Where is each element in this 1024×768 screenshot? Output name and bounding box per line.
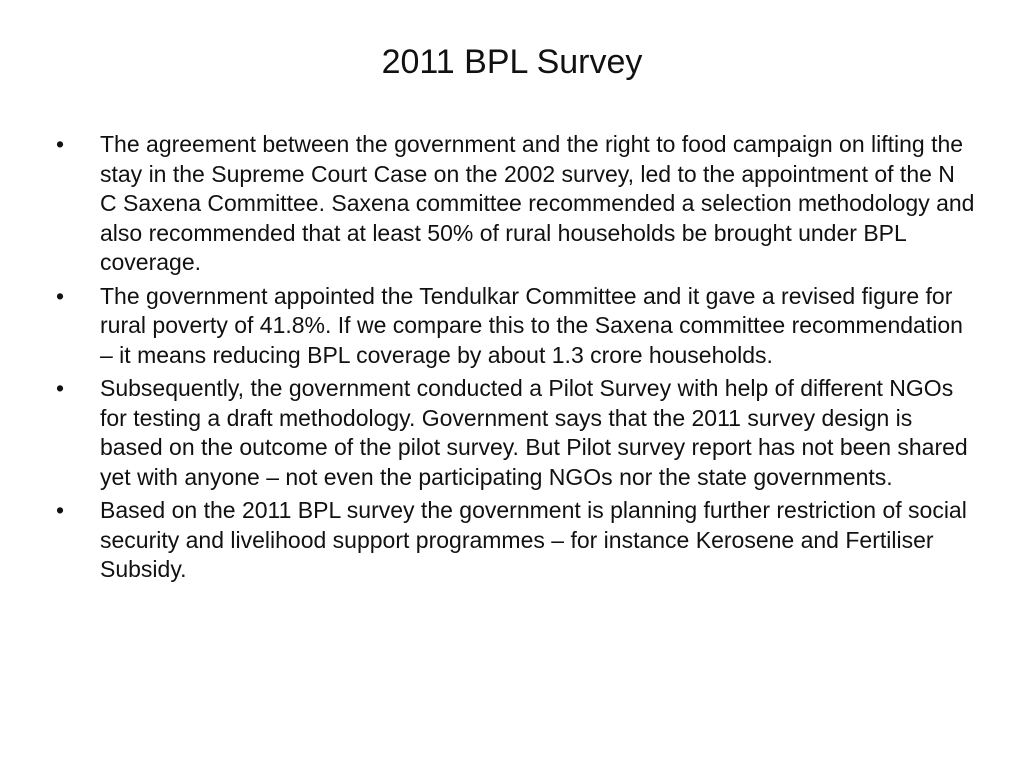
bullet-dot-icon: • (56, 282, 65, 309)
bullet-item-1 (56, 130, 976, 278)
bullet-text-4: Based on the 2011 BPL survey the government is planning further restriction of social security and livelihood support programmes – for instance Kerosene and Fertiliser Subsidy. (100, 497, 967, 582)
slide-title: 2011 BPL Survey (381, 43, 643, 81)
bullet-list (56, 130, 976, 589)
bullet-text-2: The government appointed the Tendulkar Committee and it gave a revised figure for rural poverty of 41.8%. If we compare this to the Saxena committee recommendation – it means reducing BPL coverage by about 1.3 crore households. (100, 282, 963, 368)
bullet-dot-icon: • (56, 375, 65, 401)
bullet-item-4 (56, 496, 976, 585)
bullet-text-3: Subsequently, the government conducted a Pilot Survey with help of different NGOs for testing a draft methodology. Government says that the 2011 survey design is based on the outcome of the pilot survey. But Pilot survey report has not been shared yet with anyone – not even the participating NGOs nor the state governments. (100, 375, 968, 490)
bullet-item-2 (56, 282, 976, 371)
bullet-dot-icon: • (56, 497, 65, 523)
bullet-dot-icon: • (56, 131, 65, 157)
bullet-text-1: The agreement between the government and the right to food campaign on lifting the stay in the Supreme Court Case on the 2002 survey, led to the appointment of the N C Saxena Committee. Saxena committee recommended a selection methodology and also recommended that at least 50% of rural households be brought under BPL coverage. (100, 131, 975, 275)
bullet-item-3 (56, 374, 976, 492)
